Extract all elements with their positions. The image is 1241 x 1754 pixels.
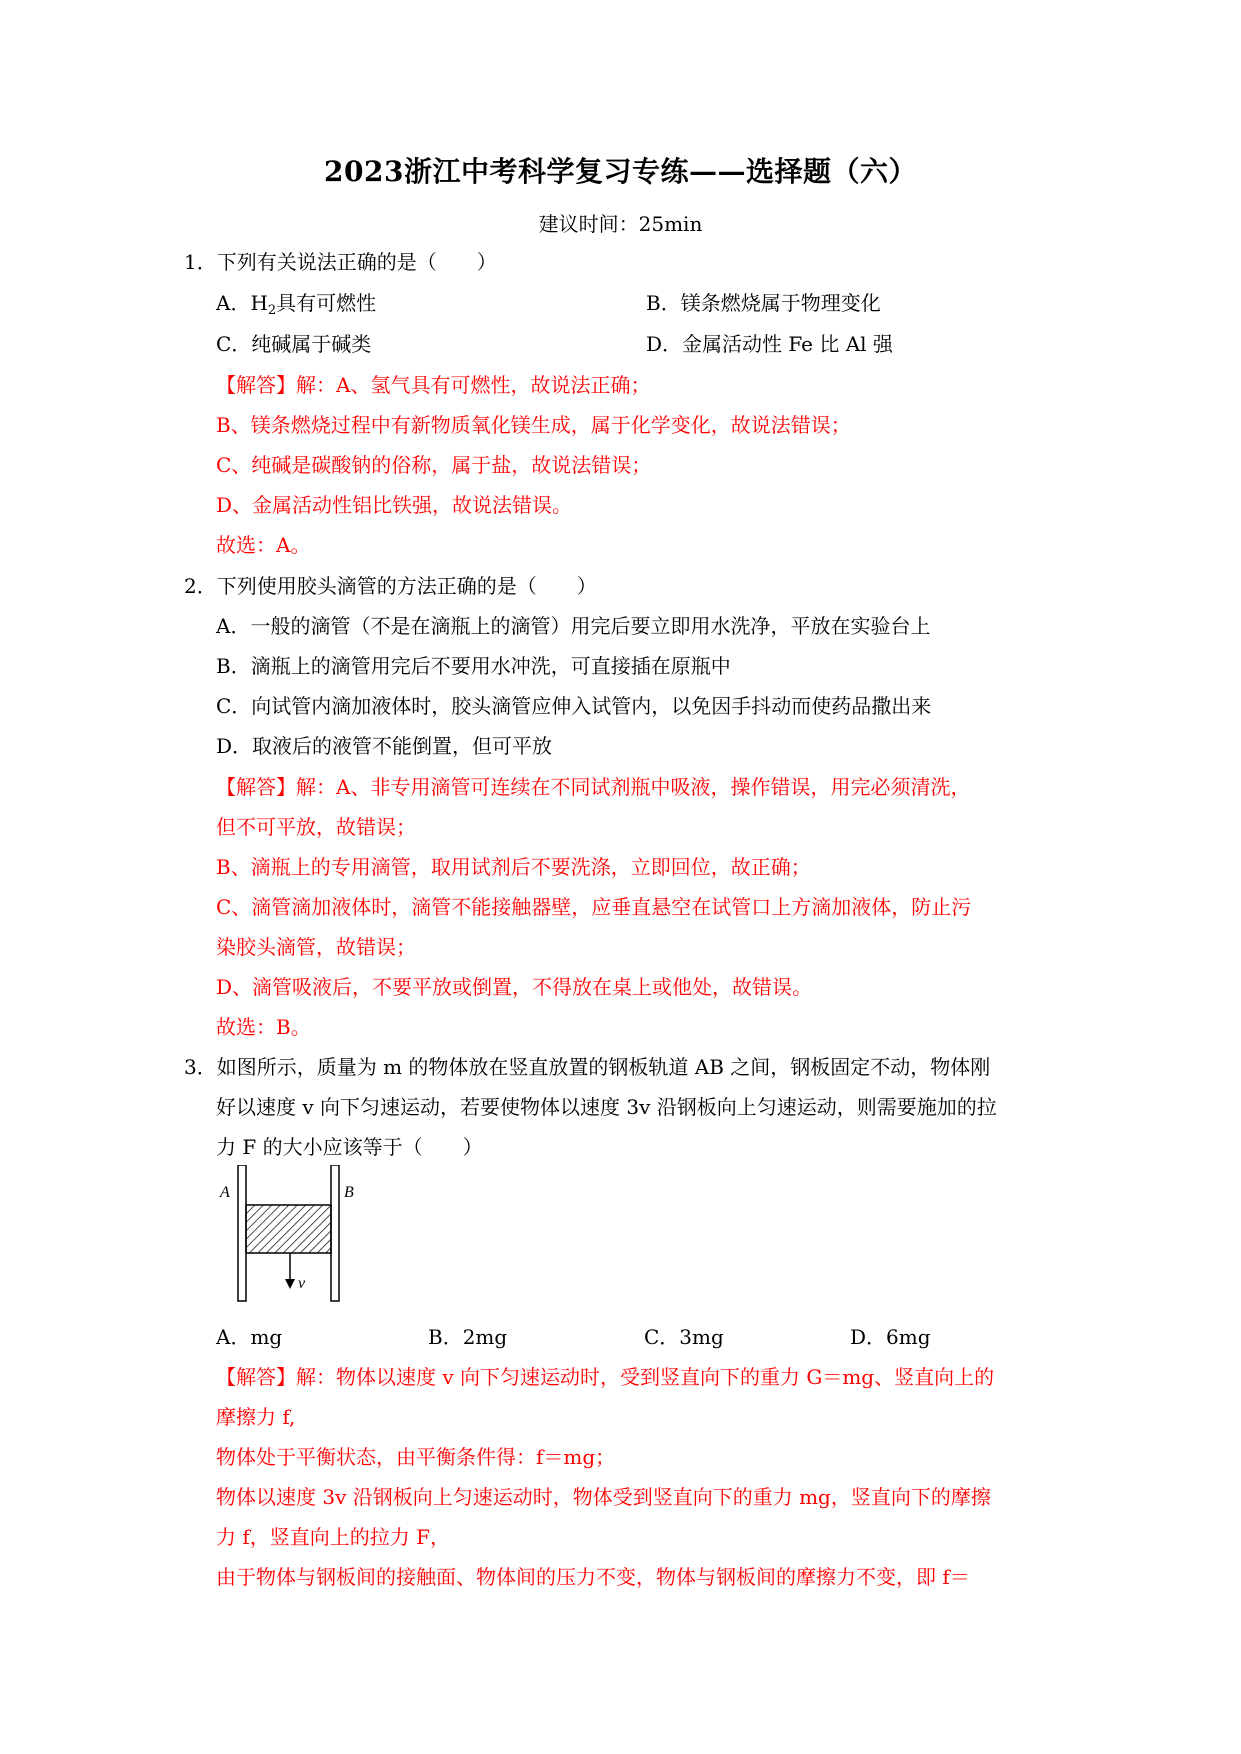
q2-answer-line: C、滴管滴加液体时，滴管不能接触器壁，应垂直悬空在试管口上方滴加液体，防止污 (216, 895, 972, 919)
q1-option-a (216, 289, 376, 325)
q1-answer-line: C、纯碱是碳酸钠的俗称，属于盐，故说法错误； (216, 453, 652, 477)
q1-option-a-text: 具有可燃性 (276, 291, 377, 315)
q2-stem: 2．下列使用胶头滴管的方法正确的是（ ） (184, 574, 597, 598)
q3-option-a: A．mg (216, 1325, 283, 1349)
q3-option-c: C．3mg (644, 1325, 724, 1349)
q2-answer-line: 染胶头滴管，故错误； (216, 935, 416, 959)
q1-stem: 1．下列有关说法正确的是（ ） (184, 250, 497, 274)
q3-answer-line: 由于物体与钢板间的接触面、物体间的压力不变，物体与钢板间的摩擦力不变，即 f＝ (216, 1565, 970, 1589)
q2-answer-line: 故选：B。 (216, 1015, 311, 1039)
plate-a-label: A (220, 1184, 230, 1201)
block-object (246, 1205, 331, 1253)
q2-option-c: C．向试管内滴加液体时，胶头滴管应伸入试管内，以免因手抖动而使药品撒出来 (216, 694, 932, 718)
q3-answer-line: 【解答】解：物体以速度 v 向下匀速运动时，受到竖直向下的重力 G＝mg、竖直向上的 (216, 1365, 995, 1389)
q1-option-c: C．纯碱属于碱类 (216, 332, 372, 356)
velocity-arrow-icon (285, 1279, 295, 1289)
q3-option-d: D．6mg (850, 1325, 931, 1349)
q3-option-b: B．2mg (428, 1325, 508, 1349)
plate-b-label: B (344, 1184, 354, 1201)
q2-answer-line: D、滴管吸液后，不要平放或倒置，不得放在桌上或他处，故错误。 (216, 975, 813, 999)
q3-stem-line: 好以速度 v 向下匀速运动，若要使物体以速度 3v 沿钢板向上匀速运动，则需要施加的拉 (216, 1095, 997, 1119)
q3-stem-line: 力 F 的大小应该等于（ ） (216, 1135, 483, 1159)
q1-option-a-prefix: A．H (216, 291, 268, 315)
q3-answer-line: 物体处于平衡状态，由平衡条件得：f＝mg； (216, 1445, 616, 1469)
q2-answer-line: B、滴瓶上的专用滴管，取用试剂后不要洗涤，立即回位，故正确； (216, 855, 811, 879)
q1-option-a-subscript: 2 (267, 303, 277, 318)
q3-answer-line: 摩擦力 f, (216, 1405, 296, 1429)
suggested-time: 建议时间：25min (538, 212, 703, 236)
page-title: 2023浙江中考科学复习专练——选择题（六） (324, 155, 917, 188)
q3-answer-line: 物体以速度 3v 沿钢板向上匀速运动时，物体受到竖直向下的重力 mg，竖直向下的摩擦 (216, 1485, 991, 1509)
steel-plate-track-figure (218, 1165, 358, 1315)
velocity-label: v (298, 1275, 306, 1292)
q3-answer-line: 力 f，竖直向上的拉力 F， (216, 1525, 450, 1549)
q1-answer-line: D、金属活动性铝比铁强，故说法错误。 (216, 493, 573, 517)
q1-answer-line: 【解答】解：A、氢气具有可燃性，故说法正确； (216, 373, 651, 397)
q2-option-a: A．一般的滴管（不是在滴瓶上的滴管）用完后要立即用水洗净，平放在实验台上 (216, 614, 931, 638)
q1-answer-line: 故选：A。 (216, 533, 311, 557)
q1-option-d: D．金属活动性 Fe 比 Al 强 (646, 332, 893, 356)
q2-answer-line: 但不可平放，故错误； (216, 815, 416, 839)
q3-stem-line: 3．如图所示，质量为 m 的物体放在竖直放置的钢板轨道 AB 之间，钢板固定不动，物体刚 (184, 1055, 991, 1079)
q2-answer-line: 【解答】解：A、非专用滴管可连续在不同试剂瓶中吸液，操作错误，用完必须清洗， (216, 775, 971, 799)
q2-option-b: B．滴瓶上的滴管用完后不要用水冲洗，可直接插在原瓶中 (216, 654, 731, 678)
steel-plate-a (238, 1165, 246, 1301)
steel-plate-b (331, 1165, 339, 1301)
q2-option-d: D．取液后的液管不能倒置，但可平放 (216, 734, 553, 758)
q1-answer-line: B、镁条燃烧过程中有新物质氧化镁生成，属于化学变化，故说法错误； (216, 413, 851, 437)
q1-option-b: B．镁条燃烧属于物理变化 (646, 291, 881, 315)
